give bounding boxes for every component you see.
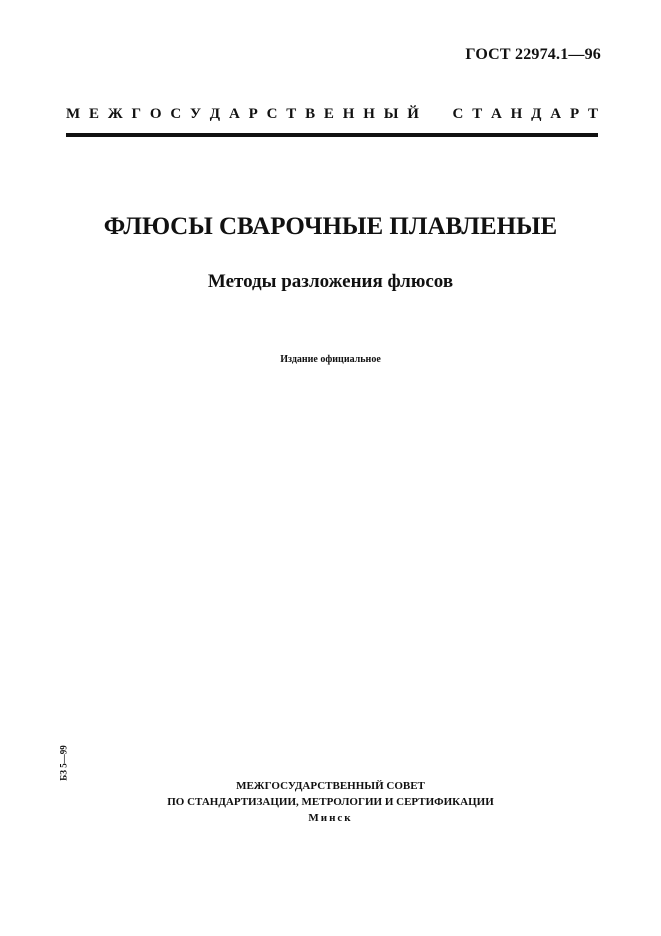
header-letter: А bbox=[491, 106, 502, 122]
header-letter: Н bbox=[342, 106, 355, 122]
publisher-line-1: МЕЖГОСУДАРСТВЕННЫЙ СОВЕТ bbox=[236, 780, 425, 792]
publisher-line-2: ПО СТАНДАРТИЗАЦИИ, МЕТРОЛОГИИ И СЕРТИФИКАЦИИ bbox=[167, 796, 494, 808]
document-subtitle: Методы разложения флюсов bbox=[207, 271, 454, 292]
header-letter: Н bbox=[510, 106, 523, 122]
header-word-gap bbox=[428, 104, 444, 124]
header-letter: Е bbox=[88, 106, 99, 122]
header-letter: Т bbox=[286, 106, 297, 122]
header-letter: Т bbox=[587, 106, 598, 122]
header-letter: С bbox=[452, 106, 464, 122]
header-letter: А bbox=[228, 106, 240, 122]
header-letter: Р bbox=[248, 106, 258, 122]
header-letter: Т bbox=[472, 106, 483, 122]
document-title: ФЛЮСЫ СВАРОЧНЫЕ ПЛАВЛЕНЫЕ bbox=[103, 213, 558, 240]
header-letter: А bbox=[550, 106, 562, 122]
publisher-block bbox=[0, 778, 661, 826]
header-letter: О bbox=[149, 106, 162, 122]
header-letter: Ж bbox=[107, 106, 123, 122]
publisher-city: Минск bbox=[308, 812, 353, 824]
header-letter: В bbox=[305, 106, 316, 122]
side-note: БЗ 5—99 bbox=[58, 745, 69, 781]
header-letter: С bbox=[266, 106, 278, 122]
header-band bbox=[66, 104, 598, 144]
header-letter: Д bbox=[531, 106, 542, 122]
document-code: ГОСТ 22974.1—96 bbox=[465, 46, 601, 63]
header-letter: Н bbox=[363, 106, 375, 122]
header-letter: У bbox=[189, 106, 201, 122]
header-letter: М bbox=[66, 106, 81, 122]
header-letter: С bbox=[170, 106, 182, 122]
header-rule bbox=[66, 133, 598, 137]
header-label bbox=[66, 104, 598, 124]
header-letter: Д bbox=[209, 106, 221, 122]
header-letter: Й bbox=[407, 106, 419, 122]
edition-note: Издание официальное bbox=[280, 354, 381, 365]
header-letter: Р bbox=[569, 106, 580, 122]
header-letter: Г bbox=[131, 106, 142, 122]
header-letter: Ы bbox=[383, 106, 399, 122]
header-letter: Е bbox=[323, 106, 334, 122]
